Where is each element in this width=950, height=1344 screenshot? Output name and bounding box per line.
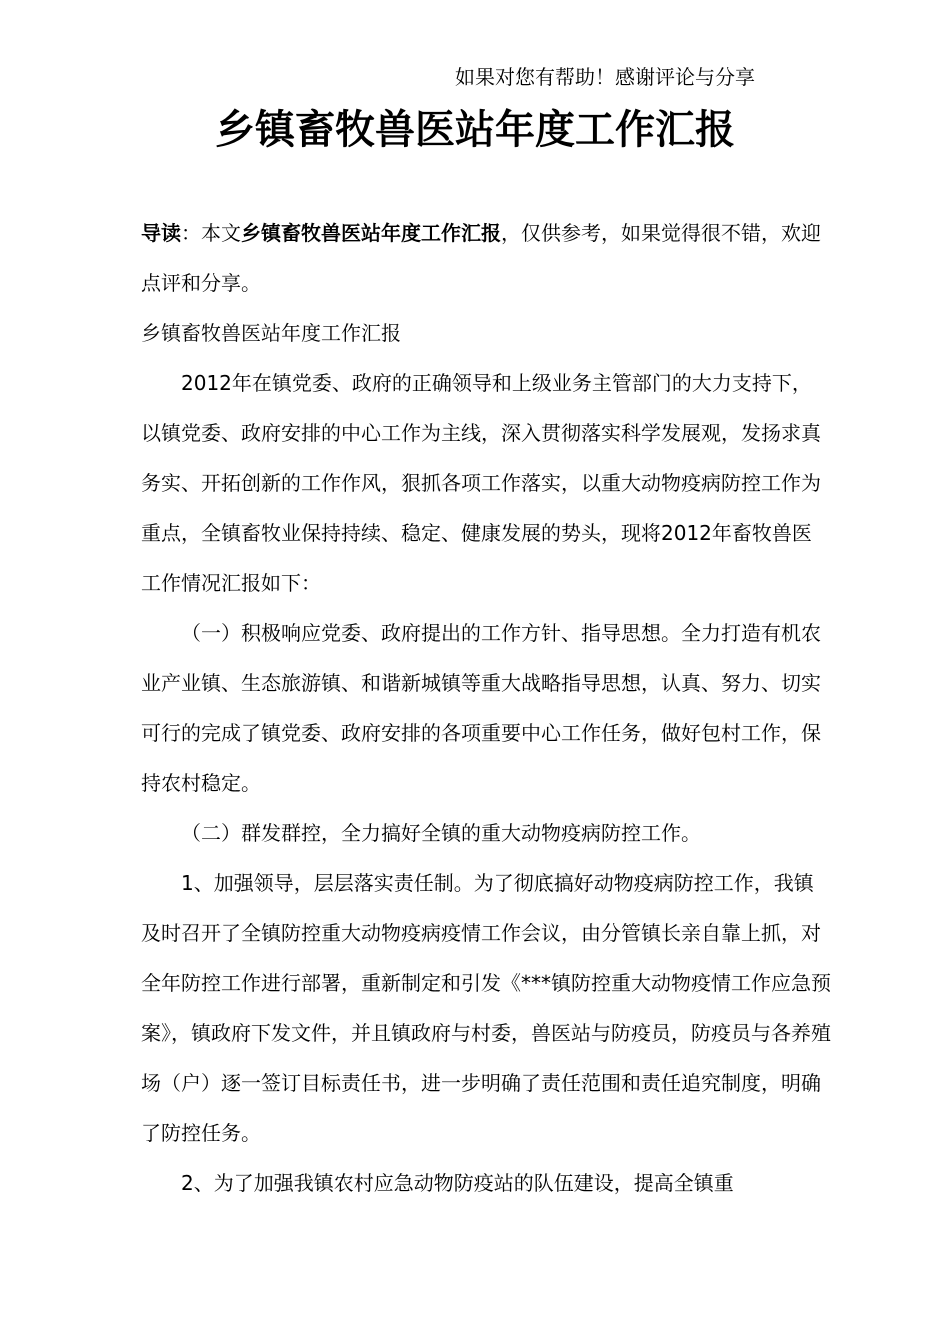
- document-title: 乡镇畜牧兽医站年度工作汇报: [215, 107, 735, 153]
- intro-text-1: ：本文: [181, 221, 241, 245]
- document-body: [141, 208, 831, 1208]
- intro-doc-name: 乡镇畜牧兽医站年度工作汇报: [241, 221, 501, 245]
- paragraph-section-1: （一）积极响应党委、政府提出的工作方针、指导思想。全力打造有机农业产业镇、生态旅游镇、和谐新城镇等重大战略指导思想，认真、努力、切实可行的完成了镇党委、政府安排的各项重要中心工作任务，做好包村工作，保持农村稳定。: [141, 621, 821, 795]
- paragraph-section-2: （二）群发群控，全力搞好全镇的重大动物疫病防控工作。: [181, 821, 701, 845]
- intro-paragraph: [141, 208, 831, 308]
- paragraph-item-2: 2、为了加强我镇农村应急动物防疫站的队伍建设，提高全镇重: [181, 1171, 734, 1195]
- header-note: 如果对您有帮助！感谢评论与分享: [455, 65, 755, 89]
- intro-text-2: ，仅供参考，如果觉得很不错，欢迎点评和分享。: [141, 221, 821, 295]
- paragraph-item-1: 1、加强领导，层层落实责任制。为了彻底搞好动物疫病防控工作，我镇及时召开了全镇防控重大动物疫病疫情工作会议，由分管镇长亲自靠上抓，对全年防控工作进行部署，重新制定和引发《***镇防控重大动物疫情工作应急预案》，镇政府下发文件，并且镇政府与村委，兽医站与防疫员，防疫员与各养殖场（户）逐一签订目标责任书，进一步明确了责任范围和责任追究制度，明确了防控任务。: [141, 871, 831, 1145]
- intro-label: 导读: [141, 221, 181, 245]
- paragraph-opening: 2012年在镇党委、政府的正确领导和上级业务主管部门的大力支持下，以镇党委、政府安排的中心工作为主线，深入贯彻落实科学发展观，发扬求真务实、开拓创新的工作作风，狠抓各项工作落实，以重大动物疫病防控工作为重点，全镇畜牧业保持持续、稳定、健康发展的势头，现将2012年畜牧兽医工作情况汇报如下：: [141, 371, 821, 595]
- subtitle: 乡镇畜牧兽医站年度工作汇报: [141, 321, 401, 345]
